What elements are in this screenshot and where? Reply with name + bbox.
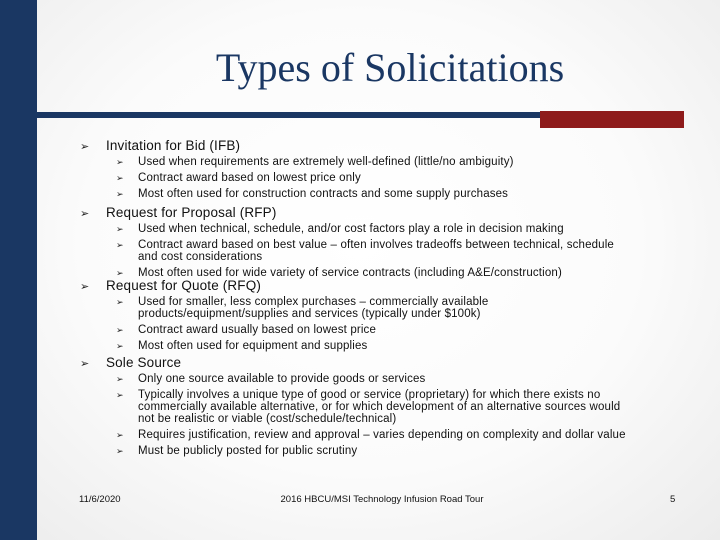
section-heading: Invitation for Bid (IFB) [106, 138, 241, 153]
footer-page-number: 5 [670, 494, 676, 505]
bullet-arrow-icon: ➢ [116, 342, 124, 352]
bullet-text: Contract award based on best value – often involves tradeoffs between technical, schedule [138, 239, 614, 251]
footer-date: 11/6/2020 [79, 494, 121, 505]
section-heading: Sole Source [106, 355, 182, 370]
section-heading: Request for Quote (RFQ) [106, 278, 262, 293]
bullet-text: Only one source available to provide goods or services [138, 373, 426, 385]
bullet-text: products/equipment/supplies and services (typically under $100k) [138, 308, 481, 320]
bullet-arrow-icon: ➢ [116, 241, 124, 251]
bullet-text: Used for smaller, less complex purchases – commercially available [138, 296, 489, 308]
bullet-text: Most often used for wide variety of service contracts (including A&E/construction) [138, 267, 562, 279]
footer-center-text: 2016 HBCU/MSI Technology Infusion Road Tour [280, 494, 484, 505]
bullet-text: Must be publicly posted for public scrutiny [138, 445, 358, 457]
bullet-text: Typically involves a unique type of good or service (proprietary) for which there exists no [138, 389, 601, 401]
section-arrow-icon: ➢ [80, 280, 90, 293]
bullet-arrow-icon: ➢ [116, 174, 124, 184]
section-heading: Request for Proposal (RFP) [106, 205, 277, 220]
bullet-arrow-icon: ➢ [116, 447, 124, 457]
slide-title: Types of Solicitations [215, 45, 565, 90]
section-arrow-icon: ➢ [80, 207, 90, 220]
bullet-arrow-icon: ➢ [116, 225, 124, 235]
bullet-arrow-icon: ➢ [116, 375, 124, 385]
bullet-text: commercially available alternative, or for which development of an alternative sources would [138, 401, 621, 413]
section-arrow-icon: ➢ [80, 140, 90, 153]
bullet-arrow-icon: ➢ [116, 190, 124, 200]
bullet-arrow-icon: ➢ [116, 158, 124, 168]
bullet-text: Used when technical, schedule, and/or cost factors play a role in decision making [138, 223, 564, 235]
bullet-arrow-icon: ➢ [116, 269, 124, 279]
bullet-text: Most often used for equipment and supplies [138, 340, 368, 352]
bullet-arrow-icon: ➢ [116, 431, 124, 441]
bullet-arrow-icon: ➢ [116, 326, 124, 336]
bullet-text: Contract award usually based on lowest price [138, 324, 376, 336]
bullet-arrow-icon: ➢ [116, 391, 124, 401]
bullet-text: Contract award based on lowest price only [138, 172, 361, 184]
bullet-text: Used when requirements are extremely well-defined (little/no ambiguity) [138, 156, 514, 168]
bullet-arrow-icon: ➢ [116, 298, 124, 308]
bullet-text: Requires justification, review and approval – varies depending on complexity and dollar value [138, 429, 626, 441]
bullet-text: Most often used for construction contracts and some supply purchases [138, 188, 509, 200]
bullet-text: not be realistic or viable (cost/schedule/technical) [138, 413, 397, 425]
bullet-text: and cost considerations [138, 251, 263, 263]
section-arrow-icon: ➢ [80, 357, 90, 370]
